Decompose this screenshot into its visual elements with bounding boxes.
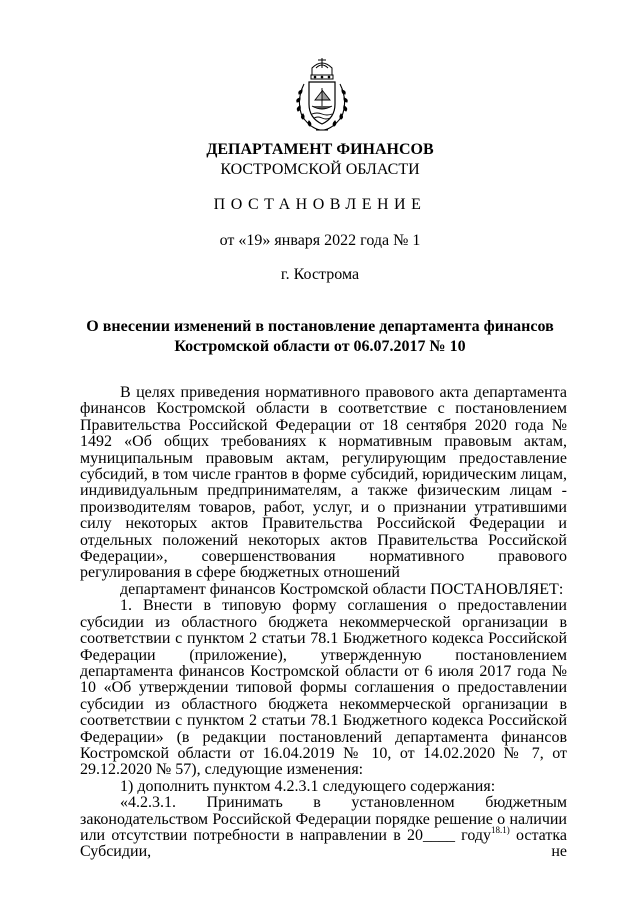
document-title <box>0 317 640 357</box>
item-1-subitem-paragraph: 1) дополнить пунктом 4.2.3.1 следующего содержания: <box>120 777 496 795</box>
document-type: ПОСТАНОВЛЕНИЕ <box>213 196 427 213</box>
clause-4231-paragraph <box>80 795 567 861</box>
resolution-paragraph: департамент финансов Костромской области ПОСТАНОВЛЯЕТ: <box>120 580 564 598</box>
region-name: КОСТРОМСКОЙ ОБЛАСТИ <box>220 161 420 178</box>
document-body <box>80 385 567 861</box>
footnote-reference: 18.1) <box>491 824 510 835</box>
coat-of-arms-icon <box>294 56 350 134</box>
document-date-number: от «19» января 2022 года № 1 <box>219 232 421 249</box>
department-name: ДЕПАРТАМЕНТ ФИНАНСОВ <box>206 141 434 158</box>
clause-4231-text-continued: остатка Субсидии, не <box>80 826 567 861</box>
document-title-line-2: Костромской области от 06.07.2017 № 10 <box>174 338 466 355</box>
document-city: г. Кострома <box>280 266 360 283</box>
preamble-paragraph: В целях приведения нормативного правового акта департамента финансов Костромской области в соответствие с постановлением Правительства Российской Федерации от 18 сентября 2020 года № 1492 «Об общих требованиях к нормативным правовым актам, муниципальным правовым актам, регулирующим предоставление субсидий, в том числе грантов в форме субсидий, юридическим лицам, индивидуальным предпринимателям, а также физическим лицам - производителям товаров, работ, услуг, и о признании утратившими силу некоторых актов Правительства Российской Федерации и отдельных положений некоторых актов Правительства Российской Федерации», совершенствования нормативного правового регулирования в сфере бюджетных отношений <box>80 384 567 582</box>
clause-4231-text: «4.2.3.1. Принимать в установленном бюджетным законодательством Российской Федерации порядке решение о наличии или отсутствии потребности в направлении в 20____ году <box>80 794 567 844</box>
item-1-paragraph: 1. Внести в типовую форму соглашения о предоставлении субсидии из областного бюджета некоммерческой организации в соответствии с пунктом 2 статьи 78.1 Бюджетного кодекса Российской Федерации (приложение), утвержденную постановлением департамента финансов Костромской области от 6 июля 2017 года № 10 «Об утверждении типовой формы соглашения о предоставлении субсидии из областного бюджета некоммерческой организации в соответствии с пунктом 2 статьи 78.1 Бюджетного кодекса Российской Федерации» (в редакции постановлений департамента финансов Костромской области от 16.04.2019 № 10, от 14.02.2020 № 7, от 29.12.2020 № 57), следующие изменения: <box>80 597 567 779</box>
document-title-line-1: О внесении изменений в постановление департамента финансов <box>86 318 554 335</box>
